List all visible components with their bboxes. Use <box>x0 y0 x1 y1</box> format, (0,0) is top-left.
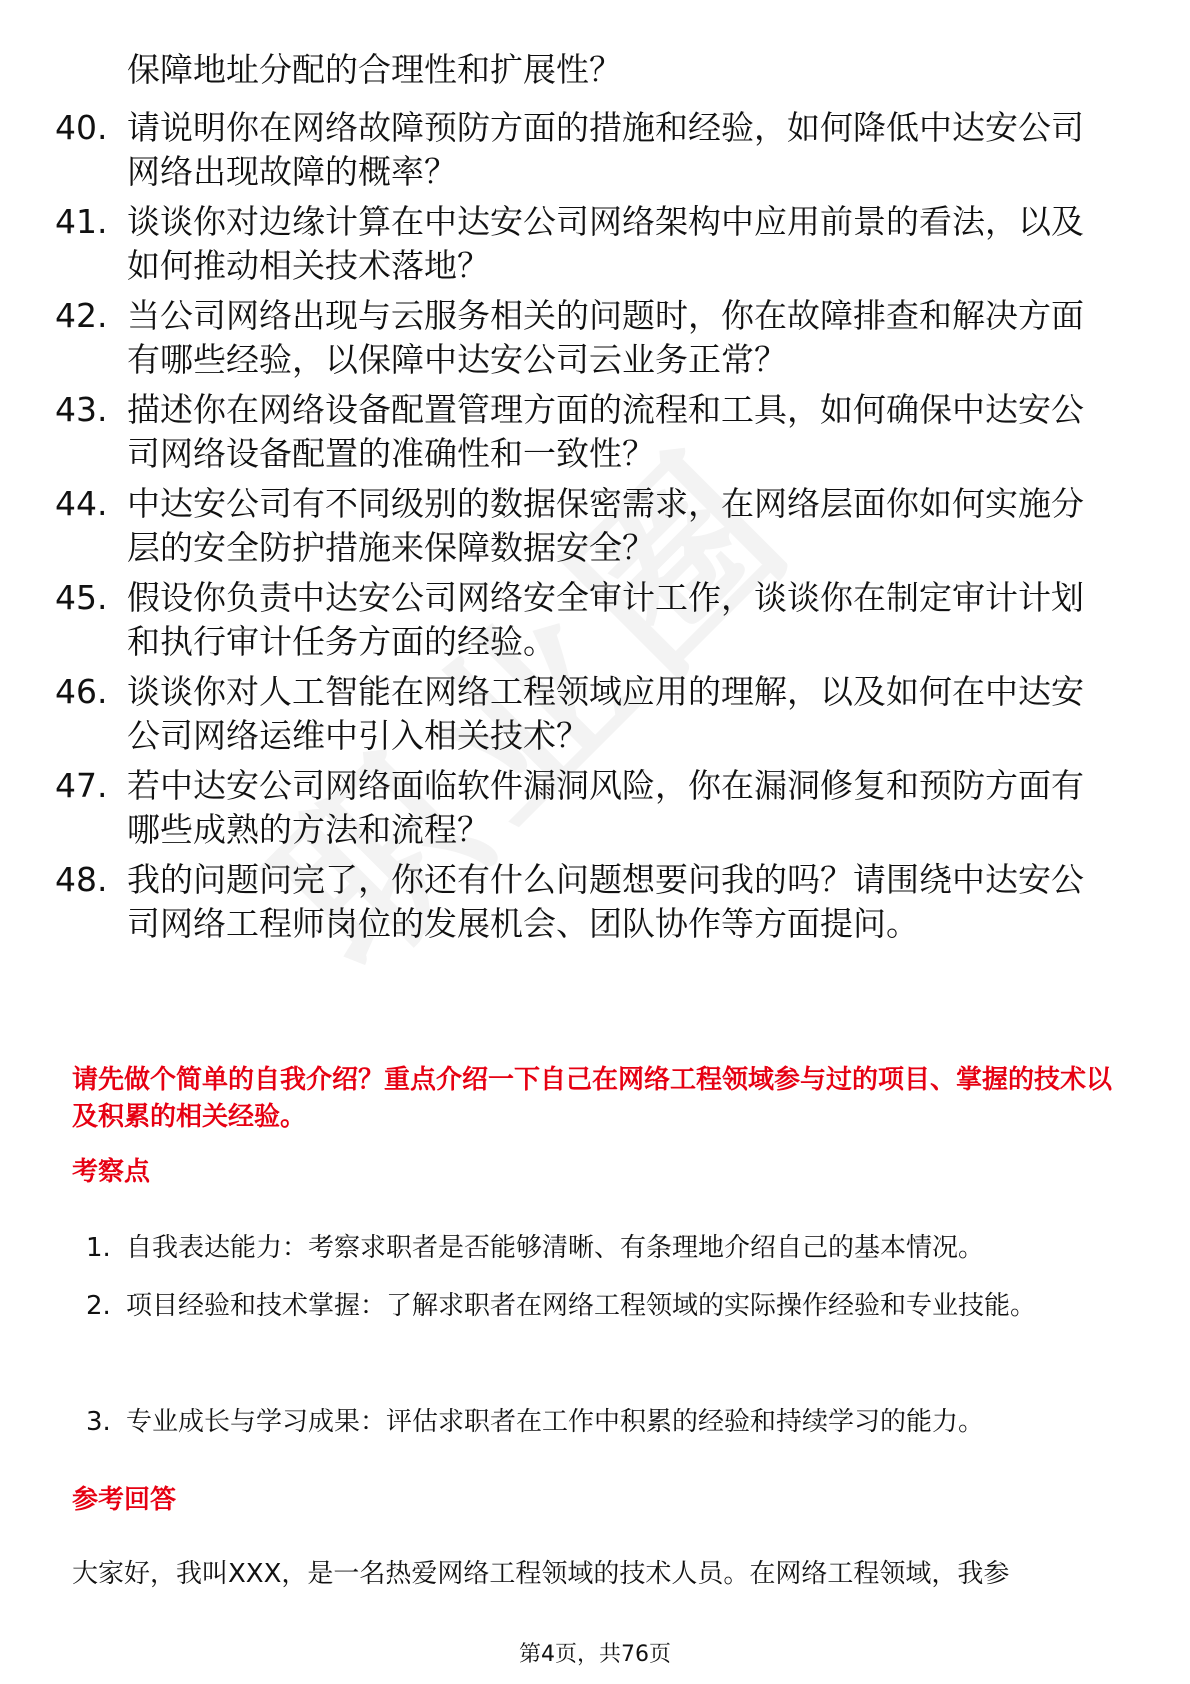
question-text: 请说明你在网络故障预防方面的措施和经验，如何降低中达安公司网络出现故障的概率？ <box>127 108 1084 191</box>
question-item <box>55 106 1115 194</box>
question-text: 谈谈你对边缘计算在中达安公司网络架构中应用前景的看法，以及如何推动相关技术落地？ <box>127 202 1084 285</box>
question-item <box>55 200 1115 288</box>
point-number: 3. <box>86 1407 111 1437</box>
question-item <box>55 482 1115 570</box>
question-text: 谈谈你对人工智能在网络工程领域应用的理解，以及如何在中达安公司网络运维中引入相关技术？ <box>127 672 1084 755</box>
highlight-question: 请先做个简单的自我介绍？重点介绍一下自己在网络工程领域参与过的项目、掌握的技术以及积累的相关经验。 <box>72 1065 1113 1132</box>
question-text: 描述你在网络设备配置管理方面的流程和工具，如何确保中达安公司网络设备配置的准确性和一致性？ <box>127 390 1084 473</box>
answer-text: 大家好，我叫XXX，是一名热爱网络工程领域的技术人员。在网络工程领域，我参 <box>72 1559 1010 1589</box>
question-text: 假设你负责中达安公司网络安全审计工作，谈谈你在制定审计计划和执行审计任务方面的经验。 <box>127 578 1084 661</box>
point-item <box>86 1219 1116 1277</box>
point-text: 自我表达能力：考察求职者是否能够清晰、有条理地介绍自己的基本情况。 <box>126 1233 985 1263</box>
question-number: 40. <box>55 108 108 147</box>
question-item <box>55 388 1115 476</box>
question-continuation: 保障地址分配的合理性和扩展性？ <box>127 50 622 89</box>
point-text: 专业成长与学习成果：评估求职者在工作中积累的经验和持续学习的能力。 <box>126 1407 985 1437</box>
question-text: 我的问题问完了，你还有什么问题想要问我的吗？请围绕中达安公司网络工程师岗位的发展机会、团队协作等方面提问。 <box>127 860 1084 943</box>
point-text: 项目经验和技术掌握：了解求职者在网络工程领域的实际操作经验和专业技能。 <box>126 1291 1037 1321</box>
question-number: 42. <box>55 296 108 335</box>
question-number: 44. <box>55 484 108 523</box>
question-number: 46. <box>55 672 108 711</box>
question-item <box>55 764 1115 852</box>
page-footer: 第4页，共76页 <box>519 1642 671 1667</box>
question-text: 中达安公司有不同级别的数据保密需求，在网络层面你如何实施分层的安全防护措施来保障数据安全？ <box>127 484 1084 567</box>
question-number: 48. <box>55 860 108 899</box>
question-number: 41. <box>55 202 108 241</box>
question-item <box>55 670 1115 758</box>
question-number: 43. <box>55 390 108 429</box>
question-text: 若中达安公司网络面临软件漏洞风险，你在漏洞修复和预防方面有哪些成熟的方法和流程？ <box>127 766 1084 849</box>
point-number: 1. <box>86 1233 111 1263</box>
question-text: 当公司网络出现与云服务相关的问题时，你在故障排查和解决方面有哪些经验，以保障中达安公司云业务正常？ <box>127 296 1084 379</box>
question-item <box>55 576 1115 664</box>
question-number: 45. <box>55 578 108 617</box>
question-number: 47. <box>55 766 108 805</box>
answer-title: 参考回答 <box>72 1485 177 1515</box>
question-item <box>55 858 1115 946</box>
point-item <box>86 1393 1116 1451</box>
point-item <box>86 1277 1116 1335</box>
point-number: 2. <box>86 1291 111 1321</box>
points-title: 考察点 <box>72 1157 151 1187</box>
question-item <box>55 294 1115 382</box>
